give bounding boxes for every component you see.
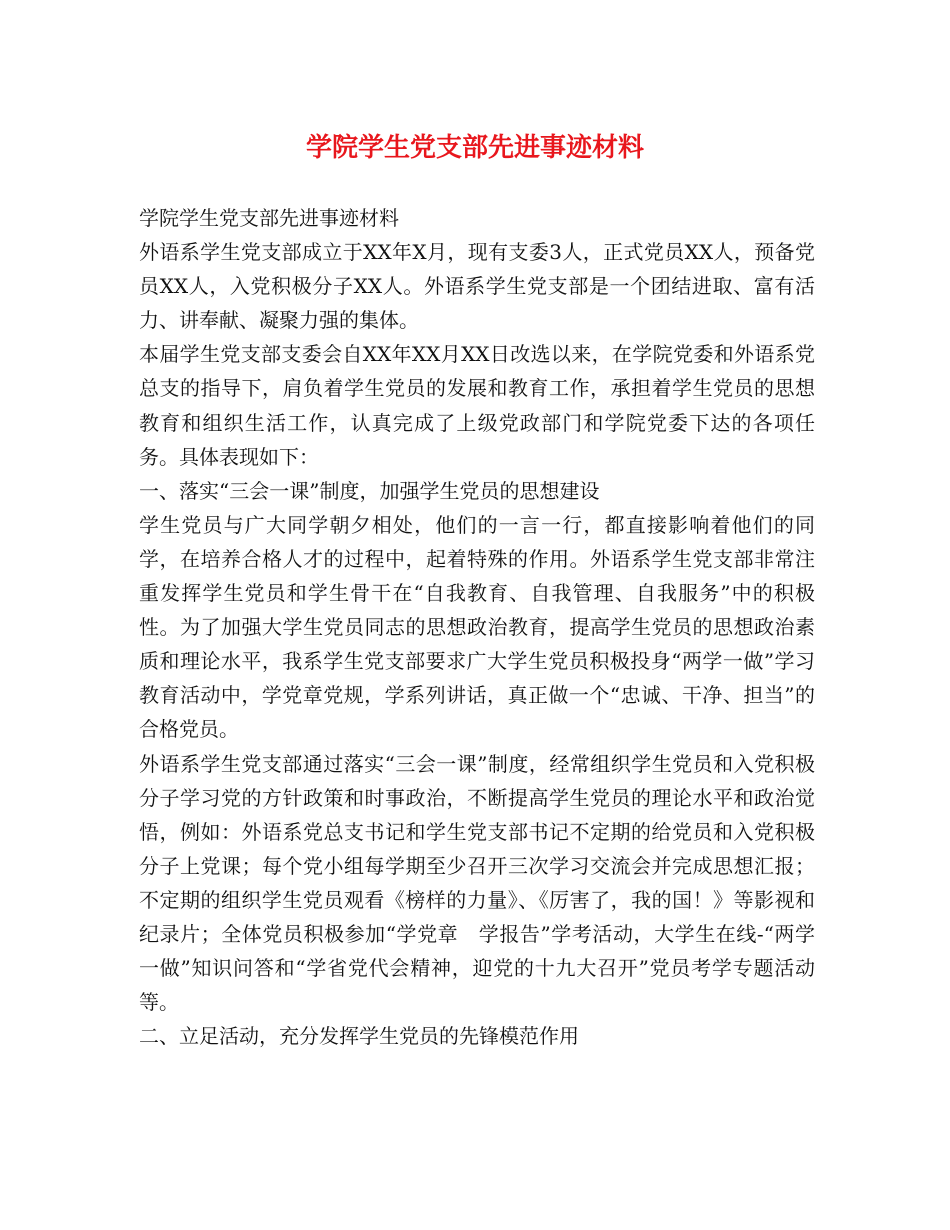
document-body	[139, 201, 815, 1053]
section-heading-1: 一、落实“三会一课”制度，加强学生党员的思想建设	[139, 478, 600, 503]
paragraph-section-1a: 学生党员与广大同学朝夕相处，他们的一言一行，都直接影响着他们的同学，在培养合格人才的过程中，起着特殊的作用。外语系学生党支部非常注重发挥学生党员和学生骨干在“自我教育、自我管理、自我服务”中的积极性。为了加强大学生党员同志的思想政治教育，提高学生党员的思想政治素质和理论水平，我系学生党支部要求广大学生党员积极投身“两学一做”学习教育活动中，学党章党规，学系列讲话，真正做一个“忠诚、干净、担当”的合格党员。	[139, 512, 815, 742]
section-heading-2: 二、立足活动，充分发挥学生党员的先锋模范作用	[139, 1024, 579, 1049]
paragraph-subtitle: 学院学生党支部先进事迹材料	[139, 206, 399, 230]
paragraph-committee: 本届学生党支部支委会自XX年XX月XX日改选以来，在学院党委和外语系党总支的指导下，肩负着学生党员的发展和教育工作，承担着学生党员的思想教育和组织生活工作，认真完成了上级党政部门和学院党委下达的各项任务。具体表现如下：	[139, 342, 815, 469]
paragraph-section-1b: 外语系学生党支部通过落实“三会一课”制度，经常组织学生党员和入党积极分子学习党的方针政策和时事政治，不断提高学生党员的理论水平和政治觉悟，例如：外语系党总支书记和学生党支部书记不定期的给党员和入党积极分子上党课；每个党小组每学期至少召开三次学习交流会并完成思想汇报；不定期的组织学生党员观看《榜样的力量》、《厉害了，我的国！》等影视和纪录片；全体党员积极参加“学党章 学报告”学考活动，大学生在线-“两学一做”知识问答和“学省党代会精神，迎党的十九大召开”党员考学专题活动等。	[139, 751, 815, 1015]
document-title: 学院学生党支部先进事迹材料	[305, 133, 644, 163]
paragraph-overview: 外语系学生党支部成立于XX年X月，现有支委3人，正式党员XX人，预备党员XX人，入党积极分子XX人。外语系学生党支部是一个团结进取、富有活力、讲奉献、凝聚力强的集体。	[139, 240, 815, 333]
